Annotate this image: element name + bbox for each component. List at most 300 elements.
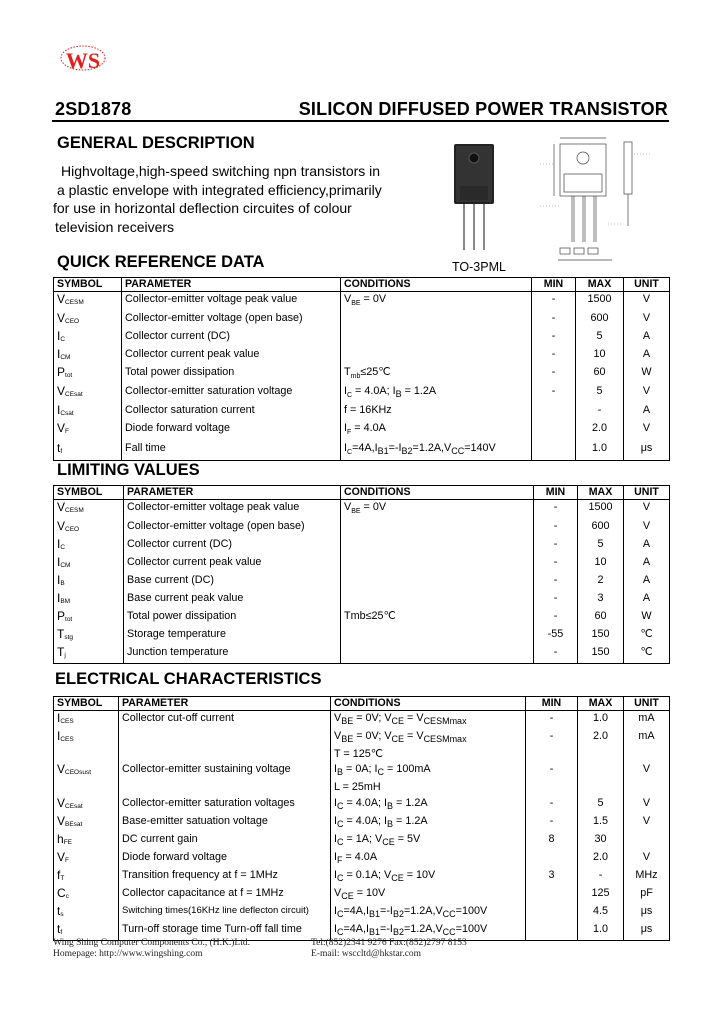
symbol-text: C: [57, 885, 66, 900]
symbol-cell: [54, 780, 119, 795]
header-rule: [52, 120, 669, 122]
min-cell: -55: [534, 627, 578, 645]
table-header-row: [54, 697, 670, 711]
parameter-cell: Collector cut-off current: [119, 711, 331, 730]
company-logo: [54, 42, 112, 82]
unit-cell: V: [624, 814, 670, 832]
package-outline-drawing: [530, 134, 672, 274]
col-header-symbol: SYMBOL: [54, 278, 122, 292]
unit-cell: ℃: [624, 627, 670, 645]
svg-text:WS: WS: [65, 48, 101, 73]
max-cell: 5: [578, 796, 624, 814]
unit-cell: A: [624, 555, 670, 573]
col-header-max: MAX: [578, 697, 624, 711]
min-cell: -: [534, 537, 578, 555]
symbol-text: P: [57, 609, 66, 624]
conditions-cell: $V_{CE} = 10V$: [331, 886, 526, 904]
col-header-conditions: CONDITIONS: [341, 486, 534, 500]
general-description-heading: GENERAL DESCRIPTION: [57, 134, 255, 152]
min-cell: -: [532, 329, 576, 347]
description-line: television receivers: [55, 218, 175, 235]
col-header-conditions: CONDITIONS: [331, 697, 526, 711]
max-cell: 150: [578, 627, 624, 645]
conditions-cell: f = 16KHz: [341, 403, 532, 421]
symbol-cell: [54, 747, 119, 762]
col-header-symbol: SYMBOL: [54, 697, 119, 711]
symbol-text: I: [57, 573, 61, 588]
unit-cell: pF: [624, 886, 670, 904]
table-row: [54, 441, 670, 461]
table-row: [54, 500, 670, 520]
max-cell: 1.0: [578, 922, 624, 941]
unit-cell: V: [624, 850, 670, 868]
parameter-cell: Diode forward voltage: [119, 850, 331, 868]
max-cell: 600: [576, 311, 624, 329]
symbol-subscript: CEsat: [65, 802, 83, 810]
symbol-subscript: CM: [60, 354, 71, 362]
max-cell: 1500: [576, 292, 624, 312]
conditions-cell: [341, 329, 532, 347]
conditions-cell: $V_{BE} = 0V$; $V_{CE} = V_{CESMmax}$: [331, 711, 526, 730]
min-cell: 8: [526, 832, 578, 850]
parameter-cell: Base current (DC): [124, 573, 341, 591]
max-cell: 10: [578, 555, 624, 573]
conditions-cell: [341, 645, 534, 664]
min-cell: [526, 886, 578, 904]
unit-cell: V: [624, 421, 670, 440]
symbol-subscript: CESM: [65, 299, 84, 306]
min-cell: [526, 780, 578, 795]
conditions-cell: $I_C = 1A$; $V_{CE} = 5V$: [331, 832, 526, 850]
table-row: [54, 886, 670, 904]
table-row: [54, 347, 670, 365]
max-cell: 1500: [578, 500, 624, 520]
conditions-cell: $I_C = 4.0A$; $I_B = 1.2A$: [331, 814, 526, 832]
symbol-cell: [54, 555, 124, 573]
symbol-subscript: j: [64, 652, 66, 660]
footer-email: E-mail: wsccltd@hkstar.com: [311, 949, 422, 959]
symbol-subscript: Csat: [60, 410, 74, 418]
parameter-cell: DC current gain: [119, 832, 331, 850]
min-cell: -: [534, 519, 578, 537]
parameter-cell: Collector-emitter sustaining voltage: [119, 762, 331, 780]
min-cell: [532, 441, 576, 461]
package-photo: [448, 140, 508, 252]
table-row: [54, 292, 670, 312]
min-cell: -: [534, 573, 578, 591]
max-cell: 30: [578, 832, 624, 850]
col-header-symbol: SYMBOL: [54, 486, 124, 500]
conditions-cell: [341, 519, 534, 537]
min-cell: -: [532, 384, 576, 403]
min-cell: -: [526, 814, 578, 832]
parameter-cell: Total power dissipation: [124, 609, 341, 627]
symbol-cell: [54, 384, 122, 403]
symbol-text: V: [57, 813, 66, 828]
symbol-text: I: [57, 591, 61, 606]
parameter-cell: Collector-emitter saturation voltages: [119, 796, 331, 814]
unit-cell: A: [624, 591, 670, 609]
symbol-text: V: [57, 849, 66, 864]
min-cell: -: [534, 645, 578, 664]
col-header-parameter: PARAMETER: [119, 697, 331, 711]
table-row: [54, 365, 670, 384]
unit-cell: A: [624, 403, 670, 421]
limiting-values-table: [53, 485, 670, 664]
parameter-cell: Collector current (DC): [124, 537, 341, 555]
min-cell: [532, 421, 576, 440]
min-cell: [526, 904, 578, 922]
symbol-subscript: BM: [60, 598, 71, 606]
table-row: [54, 747, 670, 762]
table-row: [54, 329, 670, 347]
max-cell: -: [578, 868, 624, 886]
max-cell: 3: [578, 591, 624, 609]
symbol-text: I: [57, 347, 61, 362]
unit-cell: W: [624, 609, 670, 627]
symbol-text: V: [57, 421, 66, 436]
max-cell: 1.0: [578, 711, 624, 730]
symbol-subscript: CEO: [65, 318, 80, 326]
quick-reference-heading: QUICK REFERENCE DATA: [57, 253, 265, 271]
min-cell: -: [534, 500, 578, 520]
table-row: [54, 555, 670, 573]
parameter-cell: Collector-emitter voltage (open base): [124, 519, 341, 537]
symbol-cell: [54, 850, 119, 868]
col-header-unit: UNIT: [624, 278, 670, 292]
table-row: [54, 421, 670, 440]
symbol-subscript: C: [60, 544, 66, 552]
parameter-cell: [119, 747, 331, 762]
symbol-cell: [54, 627, 124, 645]
symbol-cell: [54, 519, 124, 537]
quick-reference-table: [53, 277, 670, 461]
parameter-cell: Collector-emitter voltage (open base): [122, 311, 341, 329]
unit-cell: mA: [624, 729, 670, 747]
table-row: [54, 384, 670, 403]
min-cell: -: [532, 365, 576, 384]
unit-cell: μs: [624, 904, 670, 922]
symbol-cell: [54, 329, 122, 347]
min-cell: -: [526, 729, 578, 747]
conditions-cell: [341, 347, 532, 365]
table-row: [54, 904, 670, 922]
footer-company: Wing Shing Computer Components Co., (H.K.)Ltd.: [53, 938, 250, 948]
col-header-conditions: CONDITIONS: [341, 278, 532, 292]
symbol-subscript: CM: [60, 562, 71, 570]
description-line: Highvoltage,high-speed switching npn transistors in: [61, 163, 381, 179]
unit-cell: V: [624, 311, 670, 329]
conditions-cell: [341, 311, 532, 329]
table-row: [54, 850, 670, 868]
table-row: [54, 591, 670, 609]
symbol-subscript: C: [60, 336, 66, 344]
conditions-cell: $V_{BE} = 0V$: [341, 292, 532, 312]
unit-cell: [624, 747, 670, 762]
symbol-subscript: CEsat: [65, 391, 83, 399]
symbol-subscript: c: [65, 892, 69, 900]
symbol-cell: [54, 292, 122, 312]
min-cell: -: [534, 591, 578, 609]
unit-cell: [624, 780, 670, 795]
parameter-cell: Base-emitter satuation voltage: [119, 814, 331, 832]
limiting-values-heading: LIMITING VALUES: [57, 461, 200, 479]
min-cell: 3: [526, 868, 578, 886]
unit-cell: W: [624, 365, 670, 384]
symbol-text: T: [57, 627, 65, 642]
symbol-subscript: FE: [63, 838, 72, 846]
conditions-cell: $V_{BE} = 0V$: [341, 500, 534, 520]
max-cell: 5: [576, 329, 624, 347]
symbol-text: V: [57, 762, 66, 777]
table-row: [54, 537, 670, 555]
symbol-text: t: [57, 921, 61, 936]
parameter-cell: Collector saturation current: [122, 403, 341, 421]
conditions-cell: $I_C=4A,I_{B1}=-I_{B2}=1.2A,V_{CC}=100V$: [331, 922, 526, 941]
parameter-cell: Collector-emitter saturation voltage: [122, 384, 341, 403]
symbol-text: V: [57, 292, 66, 306]
max-cell: 4.5: [578, 904, 624, 922]
parameter-cell: Collector capacitance at f = 1MHz: [119, 886, 331, 904]
unit-cell: V: [624, 796, 670, 814]
parameter-cell: [119, 729, 331, 747]
unit-cell: mA: [624, 711, 670, 730]
max-cell: 2.0: [576, 421, 624, 440]
min-cell: -: [534, 609, 578, 627]
col-header-min: MIN: [526, 697, 578, 711]
electrical-characteristics-table: [53, 696, 670, 941]
symbol-text: V: [57, 500, 66, 514]
table-row: [54, 832, 670, 850]
table-row: [54, 627, 670, 645]
conditions-cell: $I_C=4A,I_{B1}=-I_{B2}=1.2A,V_{CC}=100V$: [331, 904, 526, 922]
symbol-cell: [54, 729, 119, 747]
symbol-text: I: [57, 403, 61, 418]
conditions-cell: $T_{mb}\le 25℃$: [341, 365, 532, 384]
unit-cell: A: [624, 573, 670, 591]
conditions-cell: [341, 537, 534, 555]
conditions-cell: [341, 555, 534, 573]
symbol-cell: [54, 796, 119, 814]
table-row: [54, 796, 670, 814]
description-line: a plastic envelope with integrated efficiency,primarily: [57, 181, 382, 198]
conditions-cell: $I_C = 4.0A$; $I_B = 1.2A$: [331, 796, 526, 814]
max-cell: [578, 762, 624, 780]
col-header-parameter: PARAMETER: [122, 278, 341, 292]
symbol-subscript: f: [60, 928, 63, 936]
symbol-subscript: tot: [65, 616, 73, 624]
symbol-subscript: s: [60, 910, 64, 918]
symbol-subscript: CEOsust: [65, 769, 92, 777]
table-row: [54, 762, 670, 780]
symbol-subscript: T: [60, 874, 65, 882]
min-cell: -: [526, 762, 578, 780]
parameter-cell: Collector-emitter voltage peak value: [122, 292, 341, 312]
unit-cell: V: [624, 384, 670, 403]
unit-cell: A: [624, 329, 670, 347]
symbol-subscript: CESM: [65, 507, 84, 514]
conditions-cell: $I_C=4A,I_{B1}=-I_{B2}=1.2A,V_{CC}=140V$: [341, 441, 532, 461]
min-cell: -: [526, 796, 578, 814]
symbol-cell: [54, 365, 122, 384]
unit-cell: A: [624, 347, 670, 365]
parameter-cell: Diode forward voltage: [122, 421, 341, 440]
symbol-cell: [54, 347, 122, 365]
electrical-characteristics-body: [54, 711, 670, 941]
col-header-parameter: PARAMETER: [124, 486, 341, 500]
symbol-cell: [54, 904, 119, 922]
part-number: 2SD1878: [55, 99, 132, 119]
max-cell: -: [576, 403, 624, 421]
symbol-text: T: [57, 645, 65, 660]
symbol-text: V: [57, 519, 66, 534]
symbol-subscript: F: [65, 428, 69, 436]
symbol-subscript: tot: [65, 372, 73, 380]
table-row: [54, 311, 670, 329]
symbol-text: V: [57, 311, 66, 326]
description-line: for use in horizontal deflection circuites of colour: [53, 200, 352, 216]
parameter-cell: Storage temperature: [124, 627, 341, 645]
conditions-cell: [341, 573, 534, 591]
table-row: [54, 780, 670, 795]
symbol-cell: [54, 609, 124, 627]
unit-cell: V: [624, 500, 670, 520]
conditions-cell: $I_B = 0A$; $I_C = 100mA$: [331, 762, 526, 780]
conditions-cell: $I_C = 0.1A$; $V_{CE} = 10V$: [331, 868, 526, 886]
min-cell: -: [534, 555, 578, 573]
symbol-text: I: [57, 711, 61, 725]
conditions-cell: Tmb≤25℃: [341, 609, 534, 627]
symbol-cell: [54, 886, 119, 904]
symbol-cell: [54, 311, 122, 329]
symbol-text: I: [57, 537, 61, 552]
unit-cell: MHz: [624, 868, 670, 886]
min-cell: -: [532, 347, 576, 365]
symbol-subscript: BEsat: [65, 820, 83, 828]
conditions-cell: $V_{BE} = 0V$; $V_{CE} = V_{CESMmax}$: [331, 729, 526, 747]
footer-tel-fax: Tel:(852)2341 9276 Fax:(852)2797 8153: [311, 938, 467, 948]
symbol-cell: [54, 421, 122, 440]
min-cell: -: [532, 311, 576, 329]
electrical-characteristics-heading: ELECTRICAL CHARACTERISTICS: [55, 670, 322, 688]
symbol-cell: [54, 573, 124, 591]
max-cell: 600: [578, 519, 624, 537]
col-header-unit: UNIT: [624, 486, 670, 500]
unit-cell: V: [624, 292, 670, 312]
symbol-subscript: f: [60, 447, 63, 455]
conditions-cell: $I_F = 4.0A$: [331, 850, 526, 868]
symbol-text: I: [57, 729, 61, 743]
unit-cell: ℃: [624, 645, 670, 664]
parameter-cell: Switching times(16KHz line deflecton circuit): [119, 904, 331, 922]
max-cell: 2.0: [578, 729, 624, 747]
conditions-cell: T = 125℃: [331, 747, 526, 762]
parameter-cell: Fall time: [122, 441, 341, 461]
min-cell: [526, 747, 578, 762]
table-row: [54, 403, 670, 421]
symbol-cell: [54, 537, 124, 555]
min-cell: -: [532, 292, 576, 312]
unit-cell: V: [624, 519, 670, 537]
max-cell: [578, 747, 624, 762]
symbol-cell: [54, 500, 124, 520]
symbol-cell: [54, 814, 119, 832]
table-row: [54, 645, 670, 664]
symbol-subscript: stg: [64, 634, 74, 642]
symbol-text: t: [57, 440, 61, 455]
table-row: [54, 868, 670, 886]
symbol-subscript: CEO: [65, 526, 80, 534]
symbol-subscript: CES: [60, 736, 74, 743]
symbol-cell: [54, 832, 119, 850]
symbol-text: h: [57, 831, 64, 846]
symbol-text: t: [57, 903, 61, 918]
col-header-unit: UNIT: [624, 697, 670, 711]
table-row: [54, 609, 670, 627]
symbol-cell: [54, 591, 124, 609]
table-header-row: [54, 486, 670, 500]
max-cell: 1.0: [576, 441, 624, 461]
parameter-cell: Total power dissipation: [122, 365, 341, 384]
max-cell: 125: [578, 886, 624, 904]
symbol-subscript: CES: [60, 718, 74, 725]
parameter-cell: Base current peak value: [124, 591, 341, 609]
unit-cell: V: [624, 762, 670, 780]
parameter-cell: Collector current peak value: [122, 347, 341, 365]
max-cell: [578, 780, 624, 795]
table-header-row: [54, 278, 670, 292]
symbol-cell: [54, 868, 119, 886]
symbol-cell: [54, 711, 119, 730]
limiting-values-body: [54, 500, 670, 664]
col-header-min: MIN: [532, 278, 576, 292]
table-row: [54, 711, 670, 730]
min-cell: -: [526, 711, 578, 730]
symbol-text: V: [57, 384, 66, 399]
symbol-cell: [54, 762, 119, 780]
symbol-text: I: [57, 329, 61, 344]
max-cell: 60: [578, 609, 624, 627]
min-cell: [526, 922, 578, 941]
table-row: [54, 573, 670, 591]
col-header-max: MAX: [576, 278, 624, 292]
symbol-text: f: [57, 867, 61, 882]
conditions-cell: L = 25mH: [331, 780, 526, 795]
conditions-cell: $I_C = 4.0A$; $I_B = 1.2A$: [341, 384, 532, 403]
max-cell: 5: [576, 384, 624, 403]
symbol-text: I: [57, 555, 61, 570]
table-row: [54, 729, 670, 747]
max-cell: 2.0: [578, 850, 624, 868]
symbol-cell: [54, 403, 122, 421]
table-row: [54, 814, 670, 832]
symbol-text: V: [57, 795, 66, 810]
symbol-subscript: B: [60, 580, 65, 588]
conditions-cell: $I_F = 4.0A$: [341, 421, 532, 440]
parameter-cell: Collector-emitter voltage peak value: [124, 500, 341, 520]
max-cell: 60: [576, 365, 624, 384]
product-title: SILICON DIFFUSED POWER TRANSISTOR: [298, 99, 668, 119]
table-row: [54, 519, 670, 537]
conditions-cell: [341, 627, 534, 645]
symbol-cell: [54, 441, 122, 461]
parameter-cell: Collector current peak value: [124, 555, 341, 573]
parameter-cell: Collector current (DC): [122, 329, 341, 347]
col-header-min: MIN: [534, 486, 578, 500]
parameter-cell: [119, 780, 331, 795]
parameter-cell: Turn-off storage time Turn-off fall time: [119, 922, 331, 941]
conditions-cell: [341, 591, 534, 609]
